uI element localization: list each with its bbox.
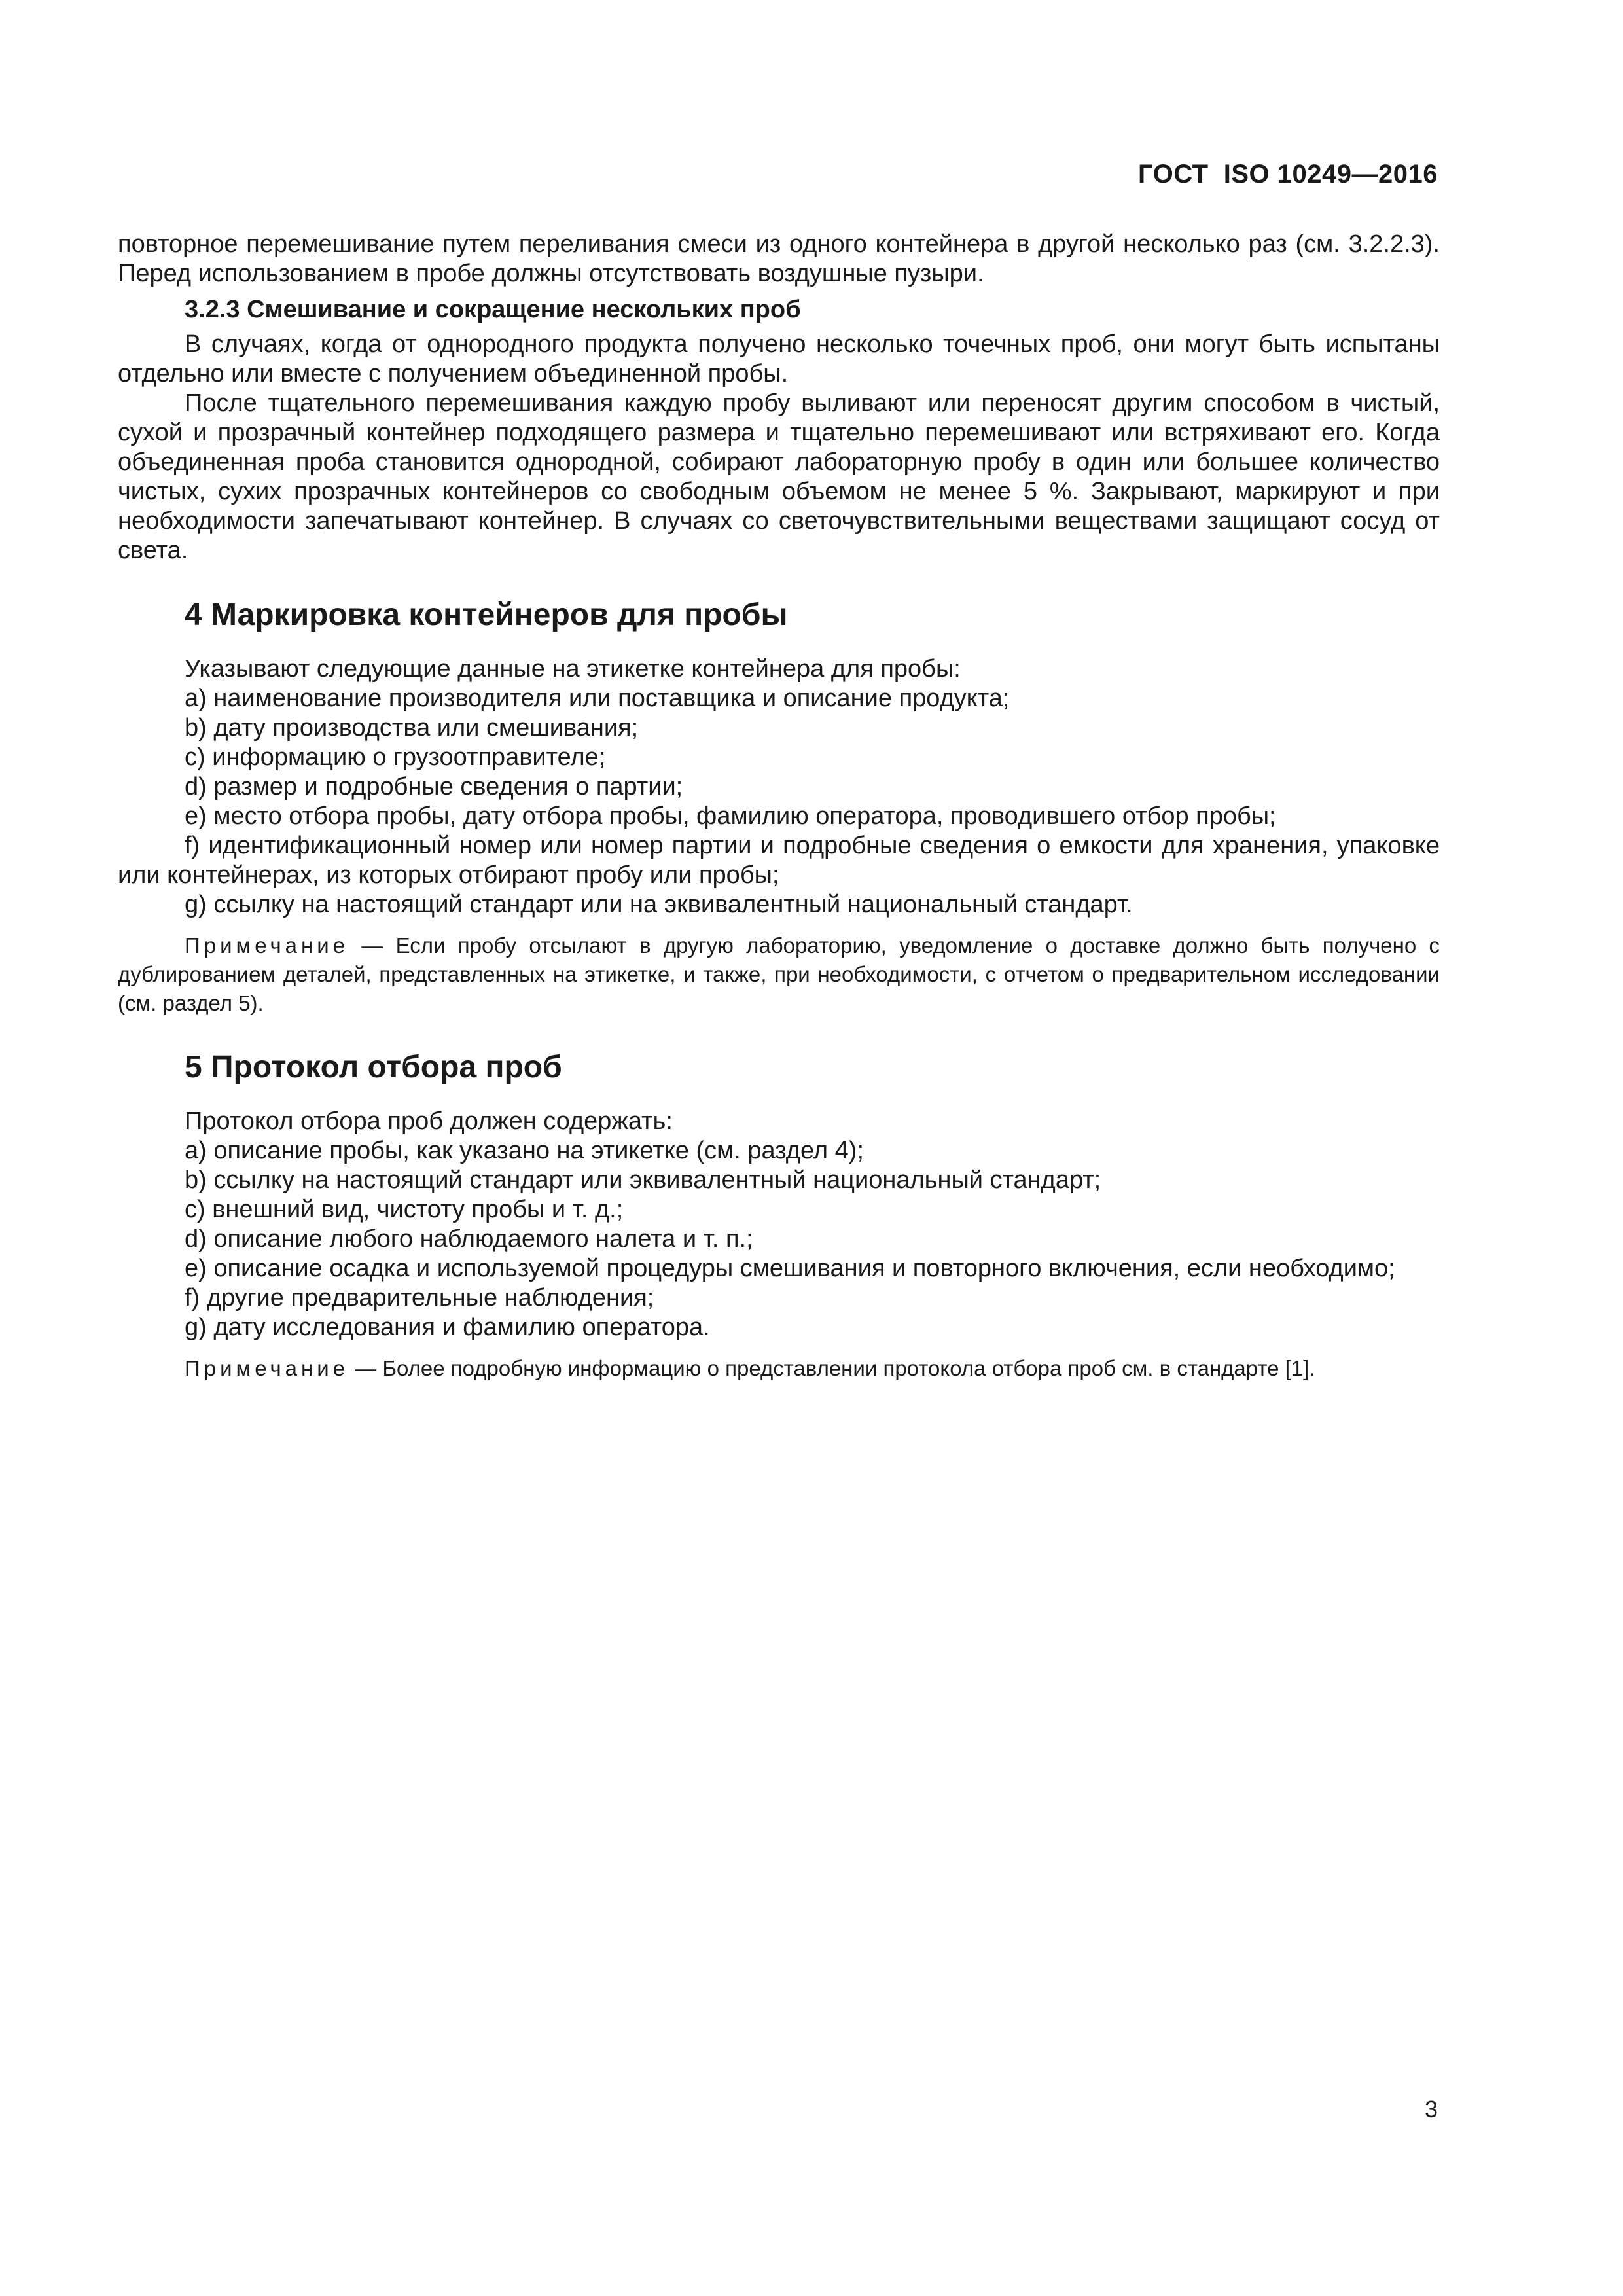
section-5-note-text: — Более подробную информацию о представлении протокола отбора проб см. в стандарте [1]. <box>349 1356 1315 1380</box>
section-4-item-g: g) ссылку на настоящий стандарт или на эквивалентный национальный стандарт. <box>185 891 1133 918</box>
section-4-lead: Указывают следующие данные на этикетке контейнера для пробы: <box>185 655 961 683</box>
section-4-item-d: d) размер и подробные сведения о партии; <box>185 773 683 800</box>
subsection-3-2-3-paragraph-2: После тщательного перемешивания каждую пробу выливают или переносят другим способом в чистый, сухой и прозрачный контейнер подходящего размера и тщательно перемешивают или встряхивают его. Когда объединенная проба становится однородной, собирают лабораторную пробу в один или большее количество чистых, сухих прозрачных контейнеров со свободным объемом не менее 5 %. Закрывают, маркируют и при необходимости запечатывают контейнер. В случаях со светочувствительными веществами защищают сосуд от света. <box>118 389 1440 564</box>
section-5-lead: Протокол отбора проб должен содержать: <box>185 1107 673 1135</box>
section-5-title: 5 Протокол отбора проб <box>185 1050 562 1085</box>
section-5-item-a: a) описание пробы, как указано на этикетке (см. раздел 4); <box>185 1137 864 1164</box>
section-4-title: 4 Маркировка контейнеров для пробы <box>185 598 788 632</box>
subsection-3-2-3-title: 3.2.3 Смешивание и сокращение нескольких проб <box>185 296 801 323</box>
section-4-item-e: e) место отбора пробы, дату отбора пробы, фамилию оператора, проводившего отбор пробы; <box>185 802 1276 830</box>
section-5-item-e: e) описание осадка и используемой процедуры смешивания и повторного включения, если необходимо; <box>185 1255 1395 1282</box>
section-4-item-c: c) информацию о грузоотправителе; <box>185 744 606 771</box>
section-4-note-text: — Если пробу отсылают в другую лабораторию, уведомление о доставке должно быть получено с дублированием деталей, представленных на этикетке, и также, при необходимости, с отчетом о предварительном исследовании (см. раздел 5). <box>118 933 1440 1015</box>
section-4-item-f: f) идентификационный номер или номер партии и подробные сведения о емкости для хранения, упаковке или контейнерах, из которых отбирают пробу или пробы; <box>118 832 1440 889</box>
section-4-item-a: a) наименование производителя или поставщика и описание продукта; <box>185 685 1010 712</box>
section-4-item-b: b) дату производства или смешивания; <box>185 714 639 742</box>
page-number: 3 <box>1424 2096 1438 2123</box>
section-5-item-c: c) внешний вид, чистоту пробы и т. д.; <box>185 1196 624 1223</box>
section-5-note <box>118 1354 1440 1383</box>
section-4-note-label: Примечание <box>185 933 349 958</box>
section-4-note <box>118 931 1440 1018</box>
section-5-item-b: b) ссылку на настоящий стандарт или эквивалентный национальный стандарт; <box>185 1166 1101 1194</box>
section-5-item-d: d) описание любого наблюдаемого налета и т. п.; <box>185 1225 753 1253</box>
section-5-item-g: g) дату исследования и фамилию оператора. <box>185 1314 710 1341</box>
page-content <box>118 230 1440 1383</box>
section-5-item-f: f) другие предварительные наблюдения; <box>185 1284 654 1312</box>
section-5-note-label: Примечание <box>185 1356 349 1380</box>
subsection-3-2-3-paragraph-1: В случаях, когда от однородного продукта получено несколько точечных проб, они могут быть испытаны отдельно или вместе с получением объединенной пробы. <box>118 331 1440 387</box>
document-header-title: ГОСТ ISO 10249—2016 <box>1137 160 1438 188</box>
intro-paragraph: повторное перемешивание путем переливания смеси из одного контейнера в другой несколько раз (см. 3.2.2.3). Перед использованием в пробе должны отсутствовать воздушные пузыри. <box>118 230 1440 287</box>
